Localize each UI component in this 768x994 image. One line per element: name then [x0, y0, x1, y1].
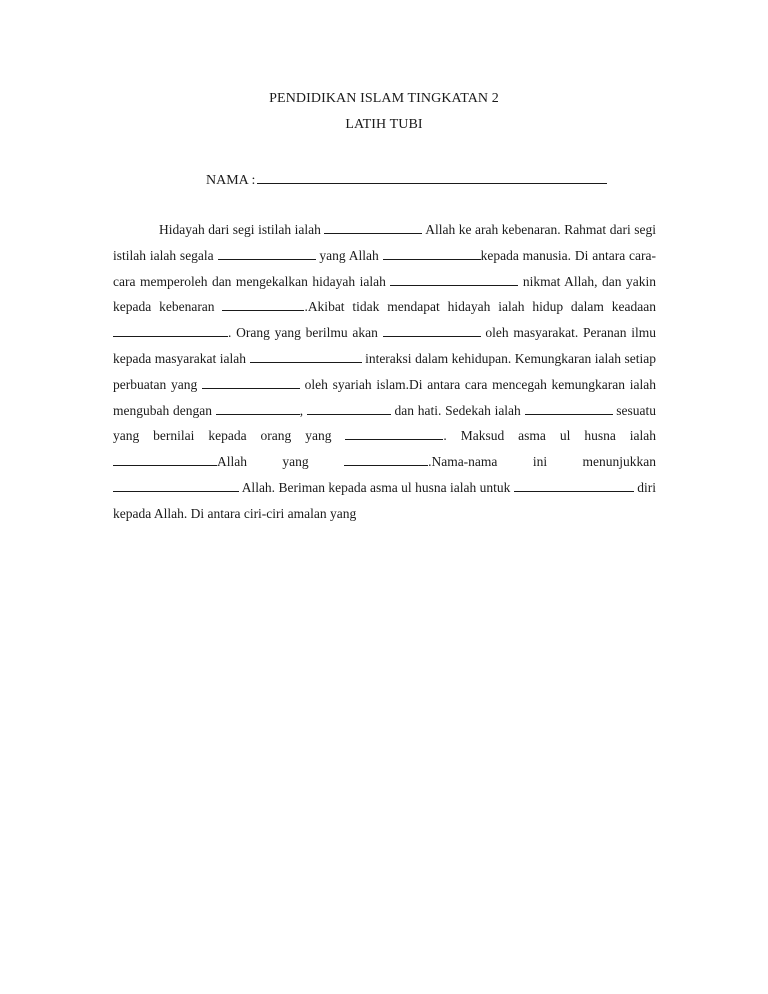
passage-text: Allah. Beriman kepada asma ul husna ialah untuk [241, 479, 511, 495]
passage-text: kepada manusia. Di antara cara-cara memperoleh dan mengekalkan hidayah ialah [113, 247, 657, 289]
name-field-row [206, 169, 607, 189]
passage-text: sesuatu yang bernilai kepada orang yang [113, 402, 657, 444]
passage-text: oleh syariah islam.Di antara cara mencegah kemungkaran ialah mengubah dengan [113, 376, 656, 418]
answer-blank[interactable] [383, 247, 481, 260]
passage-text: dan hati. Sedekah ialah [394, 402, 521, 418]
worksheet-title: PENDIDIKAN ISLAM TINGKATAN 2 [269, 91, 499, 106]
answer-blank[interactable] [113, 324, 228, 337]
answer-blank[interactable] [390, 273, 518, 286]
passage-text: Allah yang [217, 454, 309, 470]
answer-blank[interactable] [525, 402, 613, 415]
answer-blank[interactable] [307, 402, 391, 415]
passage-text: interaksi dalam kehidupan. Kemungkaran ialah setiap perbuatan yang [113, 350, 656, 392]
name-blank-line[interactable] [257, 169, 607, 184]
answer-blank[interactable] [222, 298, 304, 311]
answer-blank[interactable] [216, 402, 300, 415]
fill-in-passage [113, 217, 656, 527]
passage-text: .Nama-nama ini menunjukkan [428, 454, 656, 470]
passage-text: oleh masyarakat. Peranan ilmu kepada masyarakat ialah [113, 325, 657, 366]
passage-text: .Akibat tidak mendapat hidayah ialah hidup dalam keadaan [304, 299, 657, 315]
passage-text: Allah ke arah kebenaran. Rahmat dari segi istilah ialah segala [113, 222, 656, 263]
passage-text: yang Allah [319, 247, 379, 263]
name-label: NAMA : [206, 173, 256, 188]
answer-blank[interactable] [218, 247, 316, 260]
passage-text: Hidayah dari segi istilah ialah [159, 222, 321, 237]
passage-text: , [299, 402, 304, 418]
answer-blank[interactable] [113, 453, 217, 466]
worksheet-subtitle: LATIH TUBI [345, 117, 423, 132]
passage-text: nikmat Allah, dan yakin kepada kebenaran [113, 273, 656, 315]
answer-blank[interactable] [383, 324, 481, 337]
answer-blank[interactable] [345, 427, 443, 440]
answer-blank[interactable] [202, 376, 300, 389]
answer-blank[interactable] [250, 350, 362, 363]
answer-blank[interactable] [514, 479, 634, 492]
answer-blank[interactable] [344, 453, 428, 466]
passage-text: . Maksud asma ul husna ialah [443, 428, 656, 444]
answer-blank[interactable] [324, 221, 422, 234]
passage-text: . Orang yang berilmu akan [228, 325, 378, 341]
answer-blank[interactable] [113, 479, 239, 492]
passage-text: diri kepada Allah. Di antara ciri-ciri amalan yang [113, 479, 657, 521]
